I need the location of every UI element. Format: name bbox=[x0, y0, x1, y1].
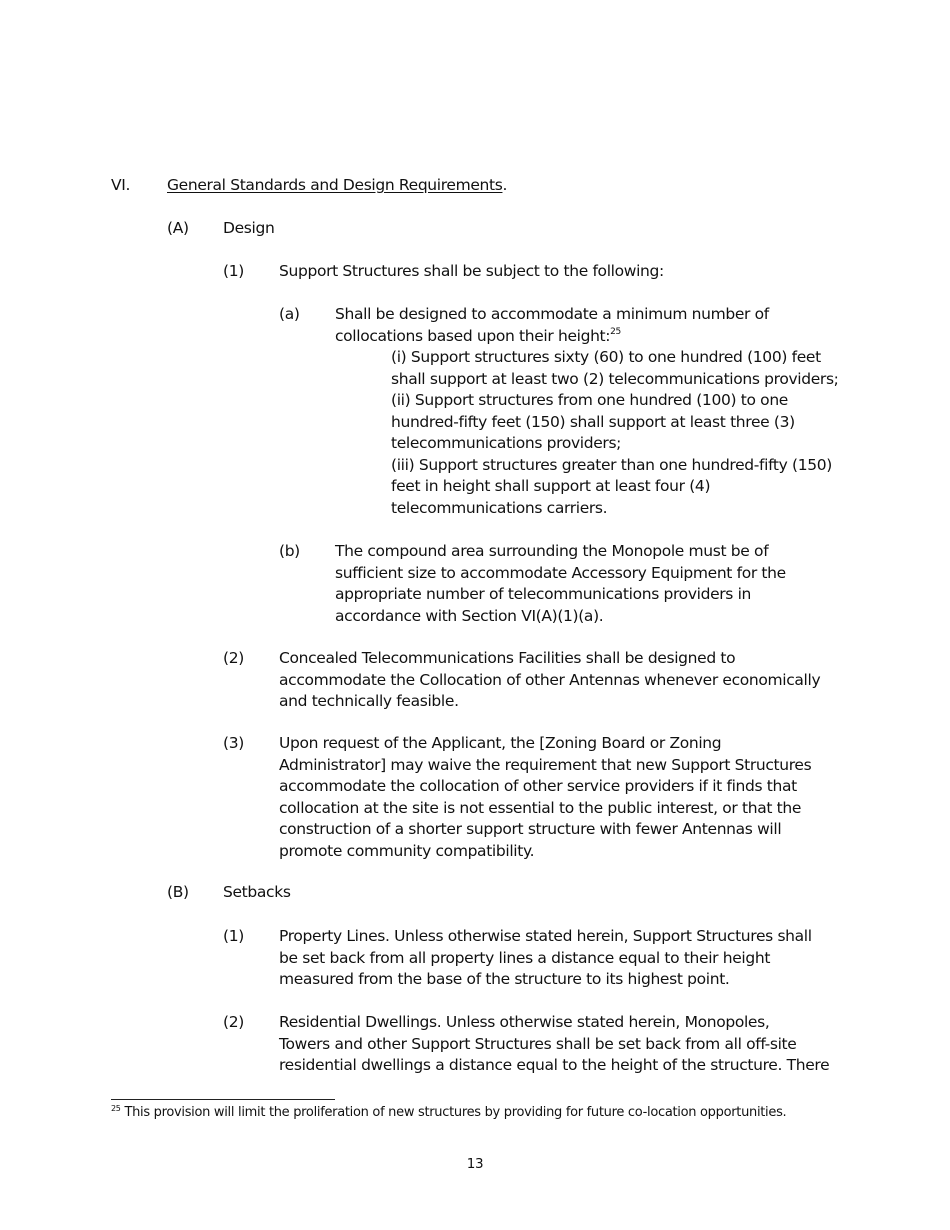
paragraph-line: measured from the base of the structure to its highest point. bbox=[279, 970, 730, 988]
b2-label: (2) bbox=[223, 1013, 244, 1031]
subsection-b-title: Setbacks bbox=[223, 883, 291, 901]
paragraph-line: Upon request of the Applicant, the [Zoning Board or Zoning bbox=[279, 734, 722, 752]
footnote-separator bbox=[111, 1099, 335, 1100]
list-line: telecommunications carriers. bbox=[391, 498, 608, 517]
a2-label: (2) bbox=[223, 649, 244, 667]
a1a-line: Shall be designed to accommodate a minimum number of bbox=[335, 305, 769, 323]
footnote bbox=[111, 1104, 786, 1122]
paragraph-line: and technically feasible. bbox=[279, 692, 459, 710]
b1-label: (1) bbox=[223, 927, 244, 945]
paragraph-line: Property Lines. Unless otherwise stated herein, Support Structures shall bbox=[279, 927, 812, 945]
list-line: (iii) Support structures greater than one hundred-fifty (150) bbox=[391, 455, 832, 474]
list-line: shall support at least two (2) telecommunications providers; bbox=[391, 369, 839, 388]
paragraph-line: Administrator] may waive the requirement that new Support Structures bbox=[279, 755, 812, 774]
list-line: hundred-fifty feet (150) shall support at least three (3) bbox=[391, 412, 795, 431]
section-heading bbox=[167, 175, 507, 197]
list-line: telecommunications providers; bbox=[391, 434, 622, 452]
paragraph-line: appropriate number of telecommunications providers in bbox=[335, 585, 752, 603]
b2-text bbox=[279, 1012, 829, 1077]
a1b-label: (b) bbox=[279, 542, 300, 560]
a1-text: Support Structures shall be subject to the following: bbox=[279, 262, 664, 280]
a1-label: (1) bbox=[223, 262, 244, 280]
a2-text bbox=[279, 648, 820, 713]
section-title-period: . bbox=[502, 176, 508, 194]
page-number: 13 bbox=[466, 1156, 484, 1172]
paragraph-line: promote community compatibility. bbox=[279, 841, 535, 860]
a1b-text bbox=[335, 541, 786, 627]
paragraph-line: collocation at the site is not essential to the public interest, or that the bbox=[279, 798, 802, 817]
list-line: (i) Support structures sixty (60) to one hundred (100) feet bbox=[391, 348, 821, 366]
a1a-label: (a) bbox=[279, 305, 300, 323]
paragraph-line: sufficient size to accommodate Accessory Equipment for the bbox=[335, 563, 786, 582]
paragraph-line: accommodate the collocation of other service providers if it finds that bbox=[279, 777, 797, 795]
paragraph-line: be set back from all property lines a distance equal to their height bbox=[279, 948, 771, 967]
paragraph-line: Concealed Telecommunications Facilities shall be designed to bbox=[279, 649, 736, 667]
subsection-a-title: Design bbox=[223, 219, 275, 237]
paragraph-line: construction of a shorter support structure with fewer Antennas will bbox=[279, 820, 782, 838]
a1a-text bbox=[335, 304, 769, 347]
section-title: General Standards and Design Requirements bbox=[167, 176, 503, 194]
paragraph-line: accordance with Section VI(A)(1)(a). bbox=[335, 606, 604, 625]
footnote-text: This provision will limit the proliferation of new structures by providing for future co-location opportunities. bbox=[124, 1105, 787, 1120]
a1a-line bbox=[335, 326, 769, 348]
footnote-number: 25 bbox=[111, 1104, 121, 1113]
subsection-b-label: (B) bbox=[167, 883, 189, 901]
paragraph-line: Towers and other Support Structures shall be set back from all off-site bbox=[279, 1034, 797, 1053]
list-line: (ii) Support structures from one hundred (100) to one bbox=[391, 391, 788, 409]
paragraph-line: The compound area surrounding the Monopole must be of bbox=[335, 542, 769, 560]
b1-text bbox=[279, 926, 812, 991]
a3-label: (3) bbox=[223, 734, 244, 752]
a1a-line-text: collocations based upon their height: bbox=[335, 326, 611, 345]
paragraph-line: accommodate the Collocation of other Antennas whenever economically bbox=[279, 670, 821, 689]
a3-text bbox=[279, 733, 811, 862]
paragraph-line: Residential Dwellings. Unless otherwise stated herein, Monopoles, bbox=[279, 1013, 770, 1031]
height-requirements-list bbox=[391, 347, 839, 519]
section-number: VI. bbox=[111, 176, 131, 194]
paragraph-line: residential dwellings a distance equal to the height of the structure. There bbox=[279, 1056, 830, 1074]
list-line: feet in height shall support at least four (4) bbox=[391, 477, 711, 495]
subsection-a-label: (A) bbox=[167, 219, 189, 237]
footnote-ref[interactable]: 25 bbox=[610, 326, 621, 337]
